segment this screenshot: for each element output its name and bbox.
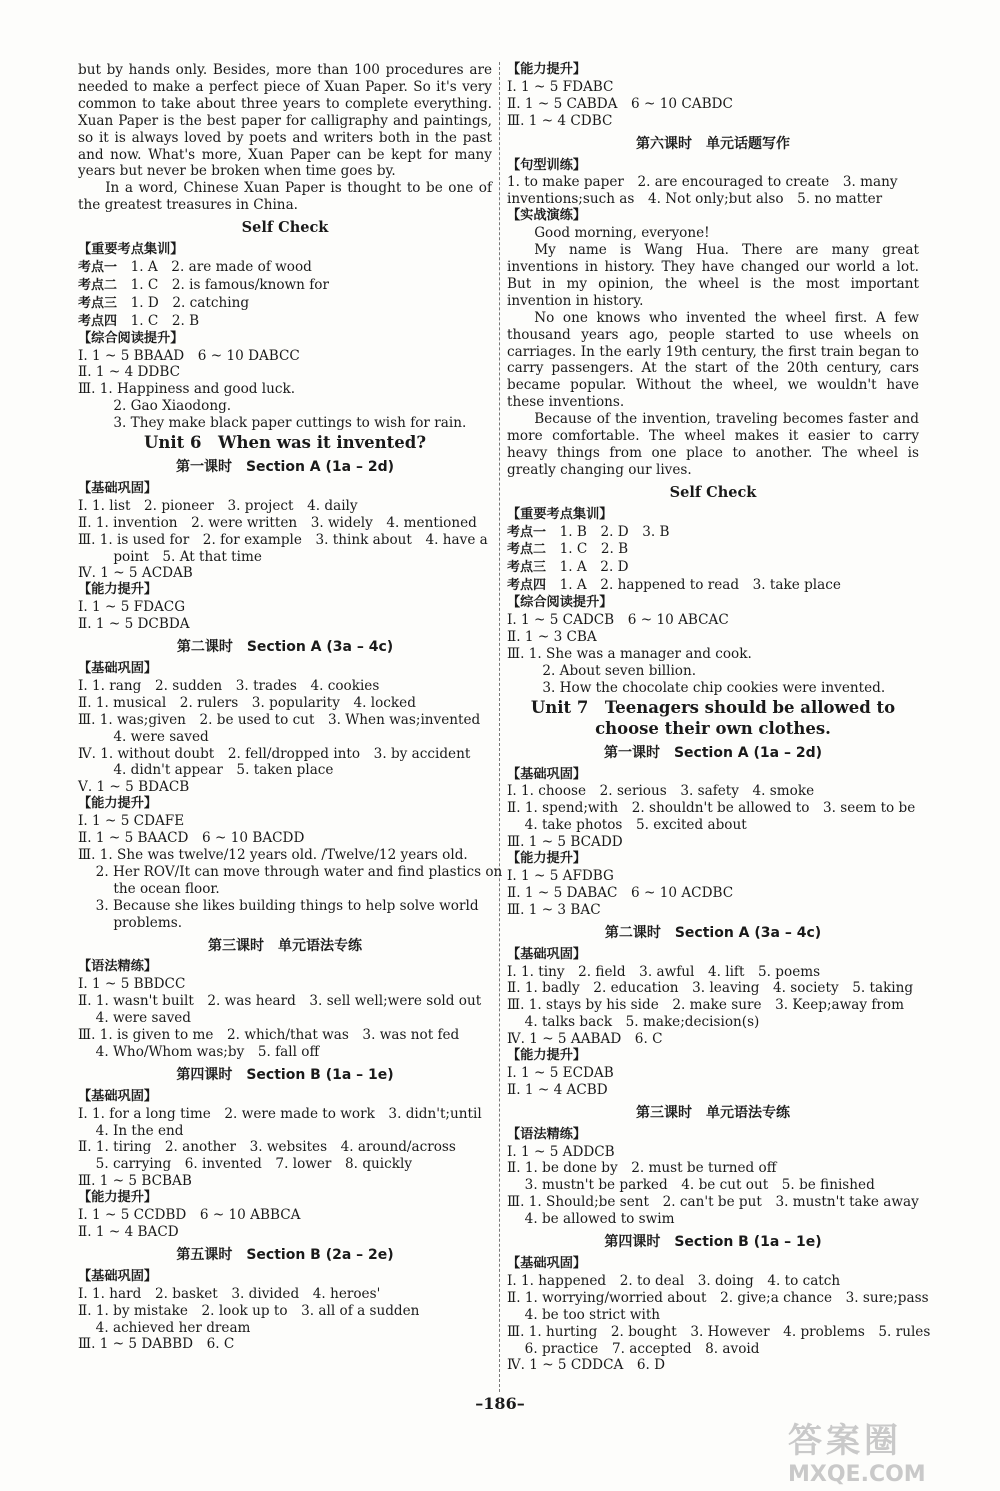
- key-point-label: 考点二: [507, 542, 547, 558]
- essay-greeting: Good morning, everyone!: [534, 225, 710, 242]
- answer-line: Ⅱ. 1. badly 2. education 3. leaving 4. society 5. taking: [507, 980, 914, 997]
- answer-line: Ⅲ. 1. stays by his side 2. make sure 3. Keep;away from: [507, 997, 904, 1014]
- answer-line: [507, 559, 919, 577]
- lesson-title: 第四课时 Section B (1a – 1e): [176, 1066, 394, 1083]
- answer-line: 4. be too strict with: [524, 1306, 661, 1323]
- unit-title: Unit 7 Teenagers should be allowed to: [530, 697, 896, 717]
- unit-title-line2: choose their own clothes.: [595, 718, 831, 738]
- answer-line: Ⅰ. 1. rang 2. sudden 3. trades 4. cookies: [78, 677, 380, 694]
- section-tag: 【基础巩固】: [78, 1088, 158, 1104]
- lesson-title: 第一课时 Section A (1a – 2d): [603, 744, 823, 761]
- answer-line: 4. take photos 5. excited about: [524, 817, 747, 834]
- essay-paragraph: No one knows who invented the wheel first. A few thousand years ago, people started to use wheels on carriages. In the early 19th century, the first train began to carry passengers. At the start of the 20th century, cars became popular. Without the wheel, we wouldn't have these inventions.: [507, 309, 919, 411]
- answer-line: 4. were saved: [95, 1010, 192, 1027]
- answer-line: Ⅲ. 1 ~ 5 BCBAB: [78, 1173, 192, 1190]
- key-point-label: 考点四: [507, 578, 547, 594]
- answer-line: Ⅰ. 1 ~ 5 AFDBG: [507, 867, 614, 884]
- answer-line: Ⅳ. 1 ~ 5 CDDCA 6. D: [507, 1357, 666, 1374]
- answer-line: Ⅱ. 1. invention 2. were written 3. widely 4. mentioned: [78, 514, 477, 531]
- answer-line: Ⅰ. 1. choose 2. serious 3. safety 4. smoke: [507, 783, 815, 800]
- answer-line: 3. How the chocolate chip cookies were invented.: [542, 679, 886, 696]
- answer-line: Ⅱ. 1. wasn't built 2. was heard 3. sell well;were sold out: [78, 993, 482, 1010]
- answer-line: 3. Because she likes building things to help solve world: [95, 897, 479, 914]
- answer-line: Ⅳ. 1 ~ 5 ACDAB: [78, 565, 193, 582]
- answer-line: inventions;such as 4. Not only;but also 5. no matter: [507, 191, 883, 208]
- answer-line: Ⅰ. 1. for a long time 2. were made to work 3. didn't;until: [78, 1105, 482, 1122]
- answer-line: 6. practice 7. accepted 8. avoid: [524, 1340, 760, 1357]
- answer-line: Ⅱ. 1 ~ 4 DDBC: [78, 364, 180, 381]
- answer-line: Ⅰ. 1 ~ 5 ECDAB: [507, 1064, 614, 1081]
- answer-line: 4. In the end: [95, 1122, 184, 1139]
- watermark-text: 答案圈: [788, 1421, 902, 1461]
- answer-line: Ⅲ. 1. Should;be sent 2. can't be put 3. mustn't take away: [507, 1194, 919, 1211]
- section-tag: 【语法精练】: [78, 959, 158, 975]
- answer-line: Ⅰ. 1 ~ 5 BBAAD 6 ~ 10 DABCC: [78, 347, 300, 364]
- section-tag: 【能力提升】: [78, 1190, 158, 1206]
- section-tag: 【能力提升】: [507, 62, 587, 77]
- section-tag: 【能力提升】: [507, 1048, 587, 1064]
- reading-paragraph: but by hands only. Besides, more than 100 procedures are needed to make a perfect piece of Xuan Paper. So it's very common to take about three years to complete everything. Xuan Paper is the best paper for calligraphy and paintings, so it is always loved by poets and writers both in the past and now. What's more, Xuan Paper can be kept for many years but never be broken when time goes by.: [78, 62, 492, 180]
- answer-line: Ⅱ. 1 ~ 5 BAACD 6 ~ 10 BACDD: [78, 830, 305, 847]
- answer-line: Ⅲ. 1 ~ 5 BCADD: [507, 834, 623, 851]
- section-title: Self Check: [669, 483, 757, 501]
- answer-line: [507, 541, 919, 559]
- key-point-label: 考点三: [78, 295, 118, 311]
- answer-line: Ⅰ. 1. happened 2. to deal 3. doing 4. to catch: [507, 1272, 841, 1289]
- answer-line: Ⅲ. 1. Happiness and good luck.: [78, 381, 296, 398]
- answer-line: Ⅰ. 1. hard 2. basket 3. divided 4. heroes': [78, 1285, 381, 1302]
- lesson-title: 第二课时 Section A (3a – 4c): [604, 924, 822, 941]
- answer-line: Ⅱ. 1 ~ 3 CBA: [507, 629, 597, 645]
- key-point-label: 考点一: [78, 259, 118, 275]
- answer-line: Ⅱ. 1. be done by 2. must be turned off: [507, 1160, 777, 1177]
- essay-paragraph: Because of the invention, traveling becomes faster and more comfortable. The wheel makes it easier to carry heavy things from one place to another. The wheel is greatly changing our lives.: [507, 411, 919, 478]
- answer-line: Ⅱ. 1. tiring 2. another 3. websites 4. around/across: [78, 1139, 456, 1156]
- lesson-title: 第五课时 Section B (2a – 2e): [176, 1246, 394, 1263]
- answer-text: 1. C 2. B: [130, 312, 200, 329]
- answer-line: Ⅰ. 1 ~ 5 CCDBD 6 ~ 10 ABBCA: [78, 1207, 301, 1224]
- section-tag: 【基础巩固】: [507, 946, 587, 962]
- answer-line: Ⅱ. 1. spend;with 2. shouldn't be allowed to 3. seem to be: [507, 800, 916, 817]
- answer-text: 1. A 2. are made of wood: [130, 258, 312, 275]
- answer-line: 5. carrying 6. invented 7. lower 8. quickly: [95, 1156, 412, 1173]
- answer-line: the ocean floor.: [113, 880, 220, 897]
- answer-line: 3. They make black paper cuttings to wish for rain.: [113, 415, 467, 432]
- section-tag: 【能力提升】: [78, 796, 158, 812]
- answer-line: Ⅳ. 1 ~ 5 AABAD 6. C: [507, 1031, 663, 1048]
- lesson-title: 第四课时 Section B (1a – 1e): [604, 1234, 822, 1251]
- section-tag: 【句型训练】: [507, 157, 587, 173]
- lesson-title: 第一课时 Section A (1a – 2d): [175, 459, 395, 476]
- section-tag: 【基础巩固】: [507, 1256, 587, 1271]
- lesson-title: 第六课时 单元话题写作: [636, 135, 790, 152]
- watermark-url: MXQE.COM: [788, 1462, 926, 1487]
- lesson-title: 第三课时 单元语法专练: [636, 1104, 790, 1121]
- answer-line: 4. didn't appear 5. taken place: [113, 762, 334, 779]
- answer-line: Ⅱ. 1. by mistake 2. look up to 3. all of a sudden: [78, 1302, 420, 1319]
- answer-line: Ⅰ. 1. tiny 2. field 3. awful 4. lift 5. poems: [507, 963, 821, 980]
- answer-line: 4. achieved her dream: [95, 1319, 251, 1336]
- answer-line: Ⅰ. 1 ~ 5 CADCB 6 ~ 10 ABCAC: [507, 612, 729, 629]
- section-tag: 【实战演练】: [507, 208, 587, 224]
- answer-line: Ⅴ. 1 ~ 5 BDACB: [78, 779, 190, 796]
- section-tag: 【基础巩固】: [507, 766, 587, 782]
- answer-line: 4. talks back 5. make;decision(s): [524, 1014, 760, 1031]
- answer-line: Ⅰ. 1 ~ 5 FDABC: [507, 78, 614, 95]
- answer-line: Ⅲ. 1. was;given 2. be used to cut 3. When was;invented: [78, 711, 481, 728]
- section-tag: 【能力提升】: [507, 851, 587, 867]
- answer-line: 4. Who/Whom was;by 5. fall off: [95, 1043, 320, 1060]
- answer-line: Ⅰ. 1 ~ 5 CDAFE: [78, 813, 185, 830]
- answer-line: 4. be allowed to swim: [524, 1211, 675, 1228]
- answer-text: 1. A 2. happened to read 3. take place: [559, 577, 841, 594]
- answer-text: 1. C 2. is famous/known for: [130, 276, 329, 293]
- answer-line: Ⅱ. 1. musical 2. rulers 3. popularity 4. locked: [78, 694, 416, 711]
- key-point-label: 考点一: [507, 524, 547, 540]
- page-number: –186–: [475, 1394, 525, 1413]
- reading-paragraph: In a word, Chinese Xuan Paper is thought to be one of the greatest treasures in China.: [78, 180, 492, 214]
- answer-line: Ⅱ. 1 ~ 4 ACBD: [507, 1081, 608, 1098]
- unit-title: Unit 6 When was it invented?: [144, 433, 426, 453]
- answer-line: Ⅱ. 1 ~ 5 DABAC 6 ~ 10 ACDBC: [507, 884, 734, 901]
- answer-text: 1. B 2. D 3. B: [559, 523, 670, 540]
- key-point-label: 考点三: [507, 560, 547, 576]
- answer-line: Ⅲ. 1 ~ 5 DABBD 6. C: [78, 1336, 235, 1353]
- answer-line: [507, 577, 919, 595]
- section-tag: 【基础巩固】: [78, 661, 158, 676]
- column-divider: [499, 62, 500, 1392]
- answer-line: problems.: [113, 914, 183, 931]
- answer-line: Ⅰ. 1 ~ 5 FDACG: [78, 599, 186, 616]
- answer-text: 1. A 2. D: [559, 559, 629, 576]
- answer-line: 2. Her ROV/It can move through water and find plastics on: [95, 863, 503, 880]
- answer-line: Ⅲ. 1 ~ 3 BAC: [507, 901, 601, 918]
- section-tag: 【能力提升】: [78, 582, 158, 598]
- answer-line: Ⅱ. 1 ~ 5 DCBDA: [78, 616, 190, 633]
- answer-line: Ⅲ. 1 ~ 4 CDBC: [507, 112, 613, 129]
- answer-line: Ⅱ. 1. worrying/worried about 2. give;a chance 3. sure;pass: [507, 1289, 929, 1306]
- section-tag: 【重要考点集训】: [507, 506, 613, 522]
- lesson-title: 第三课时 单元语法专练: [208, 937, 362, 954]
- answer-line: 4. were saved: [113, 728, 209, 745]
- answer-line: Ⅲ. 1. is given to me 2. which/that was 3. was not fed: [78, 1027, 460, 1044]
- answer-line: 2. Gao Xiaodong.: [113, 398, 232, 415]
- section-tag: 【重要考点集训】: [78, 242, 184, 258]
- answer-text: 1. D 2. catching: [130, 294, 250, 311]
- answer-text: 1. C 2. B: [559, 541, 629, 558]
- answer-line: Ⅰ. 1 ~ 5 BBDCC: [78, 976, 186, 993]
- answer-line: 2. About seven billion.: [542, 662, 697, 679]
- answer-line: [78, 259, 492, 277]
- answer-line: Ⅲ. 1. She was twelve/12 years old. /Twelve/12 years old.: [78, 846, 468, 863]
- answer-line: Ⅲ. 1. She was a manager and cook.: [507, 645, 752, 662]
- answer-line: Ⅱ. 1 ~ 5 CABDA 6 ~ 10 CABDC: [507, 95, 733, 112]
- left-column: [78, 62, 503, 1353]
- answer-line: 1. to make paper 2. are encouraged to create 3. many: [507, 174, 898, 191]
- watermark-logo: [788, 1413, 988, 1487]
- section-tag: 【语法精练】: [507, 1126, 587, 1142]
- essay-paragraph: My name is Wang Hua. There are many great inventions in history. They have changed our world a lot. But in my opinion, the wheel is the most important invention in history.: [507, 242, 919, 309]
- answer-line: Ⅰ. 1. list 2. pioneer 3. project 4. daily: [78, 497, 358, 514]
- section-tag: 【基础巩固】: [78, 1268, 158, 1284]
- right-column: [507, 62, 931, 1374]
- answer-line: Ⅱ. 1 ~ 4 BACD: [78, 1224, 179, 1240]
- answer-line: Ⅲ. 1. is used for 2. for example 3. think about 4. have a: [78, 531, 488, 548]
- answer-line: [78, 313, 492, 331]
- lesson-title: 第二课时 Section A (3a – 4c): [176, 639, 394, 656]
- section-tag: 【综合阅读提升】: [507, 595, 613, 611]
- answer-line: Ⅲ. 1. hurting 2. bought 3. However 4. problems 5. rules: [507, 1323, 931, 1340]
- key-point-label: 考点四: [78, 313, 118, 329]
- answer-line: Ⅰ. 1 ~ 5 ADDCB: [507, 1143, 615, 1160]
- answer-line: 3. mustn't be parked 4. be cut out 5. be finished: [524, 1177, 875, 1194]
- key-point-label: 考点二: [78, 277, 118, 293]
- answer-line: point 5. At that time: [113, 548, 262, 565]
- answer-line: [78, 277, 492, 295]
- answer-line: Ⅳ. 1. without doubt 2. fell/dropped into 3. by accident: [78, 745, 471, 762]
- section-title: Self Check: [241, 219, 329, 237]
- section-tag: 【综合阅读提升】: [78, 330, 184, 346]
- answer-line: [507, 524, 919, 542]
- answer-line: [78, 295, 492, 313]
- section-tag: 【基础巩固】: [78, 480, 158, 496]
